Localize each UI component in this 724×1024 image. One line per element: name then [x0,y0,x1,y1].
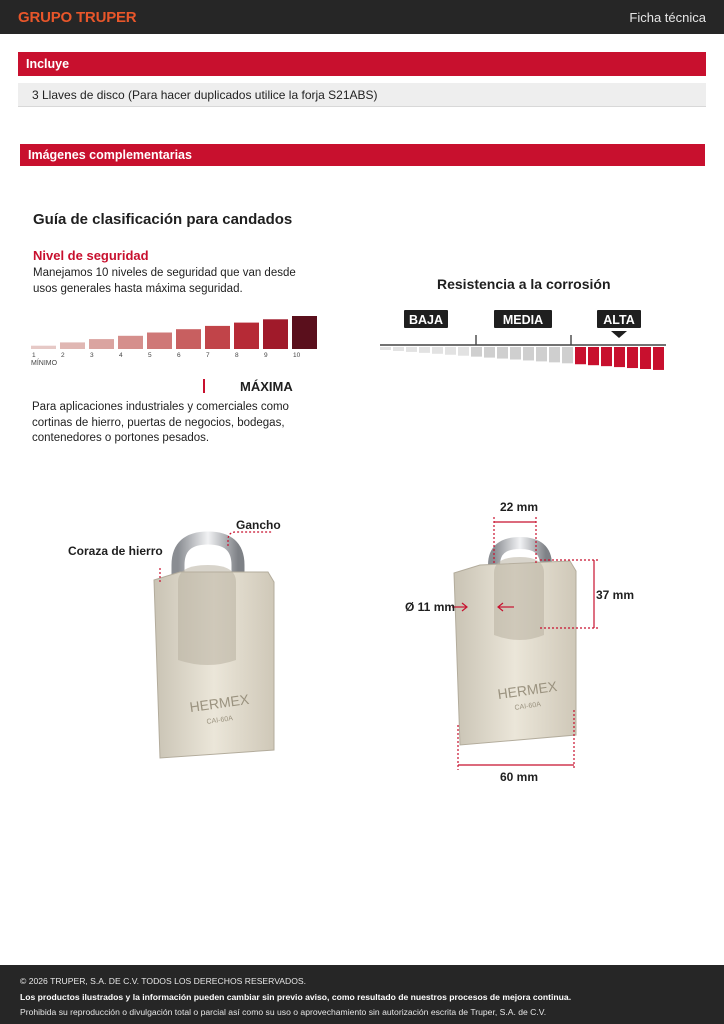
footer-copyright: © 2026 TRUPER, S.A. DE C.V. TODOS LOS DERECHOS RESERVADOS. [20,976,307,986]
dim-60mm: 60 mm [500,770,539,784]
security-level-chart [28,310,328,372]
security-level-tick: 2 [61,352,65,359]
corrosion-segment [419,347,430,353]
padlock-diagram-dimensions [400,505,640,775]
truper-logo: GRUPO TRUPER [18,8,137,26]
security-level-title: Nivel de seguridad [33,248,149,263]
doc-type-label: Ficha técnica [629,9,706,25]
corrosion-segment [562,347,573,363]
corrosion-segment [458,347,469,356]
security-level-bar [89,339,114,349]
corrosion-segment [510,347,521,360]
corrosion-segment [536,347,547,361]
images-section-header: Imágenes complementarias [20,144,705,166]
max-label: MÁXIMA [240,379,293,394]
security-level-desc: Manejamos 10 niveles de seguridad que van desde usos generales hasta máxima seguridad. [33,267,296,295]
footer [0,965,724,1024]
padlock-model: CAI-60A [206,715,234,726]
padlock-brand-2: HERMEX [496,677,559,703]
dim-22mm: 22 mm [500,500,539,514]
security-level-bar [118,336,143,349]
security-level-bar [205,326,230,349]
security-level-bar [263,319,288,349]
security-level-tick: 3 [90,352,94,359]
corrosion-chart [378,305,670,377]
security-level-bar [234,323,259,349]
security-level-tick: 6 [177,352,181,359]
security-level-bar [147,333,172,350]
padlock-image [154,538,274,758]
padlock-image-2 [454,543,576,745]
padlock-brand: HERMEX [188,690,251,716]
corrosion-label: BAJA [408,313,444,327]
corrosion-segment [484,347,495,358]
corrosion-segment [549,347,560,362]
corrosion-segment [601,347,612,366]
corrosion-segment [380,347,391,350]
gancho-label: Gancho [236,518,281,532]
security-level-bar [176,329,201,349]
corrosion-segment [471,347,482,357]
max-level-desc: Para aplicaciones industriales y comerciales como cortinas de hierro, puertas de negocios, bodegas, contenedores o portones pesados. [32,401,289,444]
corrosion-segment [640,347,651,369]
security-level-bar [60,342,85,349]
coraza-label: Coraza de hierro [68,544,163,558]
corrosion-segment [497,347,508,359]
corrosion-segment [614,347,625,367]
corrosion-label: ALTA [603,313,635,327]
minimum-label: MÍNIMO [31,360,58,367]
dim-37mm: 37 mm [596,588,635,602]
security-level-tick: 9 [264,352,268,359]
security-level-bar [292,316,317,349]
corrosion-segment [627,347,638,368]
corrosion-segment [653,347,664,370]
security-level-tick: 5 [148,352,152,359]
corrosion-segment [445,347,456,355]
security-level-tick: 1 [32,352,36,359]
corrosion-segment [575,347,586,364]
corrosion-title: Resistencia a la corrosión [437,276,611,292]
footer-notice: Los productos ilustrados y la información pueden cambiar sin previo aviso, como resultado de nuestros procesos de mejora continua. [20,991,572,1002]
security-level-tick: 4 [119,352,123,359]
max-marker [203,379,205,393]
footer-prohibition: Prohibida su reproducción o divulgación total o parcial así como su uso o aprovechamiento sin autorización escrita de Truper, S.A. de C.V. [20,1007,547,1017]
security-level-tick: 7 [206,352,210,359]
corrosion-segment [393,347,404,351]
corrosion-selected-pointer [611,331,627,338]
corrosion-segment [432,347,443,354]
includes-item: 3 Llaves de disco (Para hacer duplicados utilice la forja S21ABS) [18,83,706,107]
padlock-model-2: CAI-60A [514,701,542,712]
corrosion-segment [406,347,417,352]
corrosion-segment [523,347,534,360]
includes-header: Incluye [18,52,706,76]
guide-title: Guía de clasificación para candados [33,211,293,228]
top-bar [0,0,724,34]
security-level-tick: 8 [235,352,239,359]
security-level-tick: 10 [293,352,301,359]
security-level-bar [31,346,56,349]
dim-shackle-diameter: Ø 11 mm [405,600,456,614]
corrosion-segment [588,347,599,365]
corrosion-label: MEDIA [502,313,544,327]
